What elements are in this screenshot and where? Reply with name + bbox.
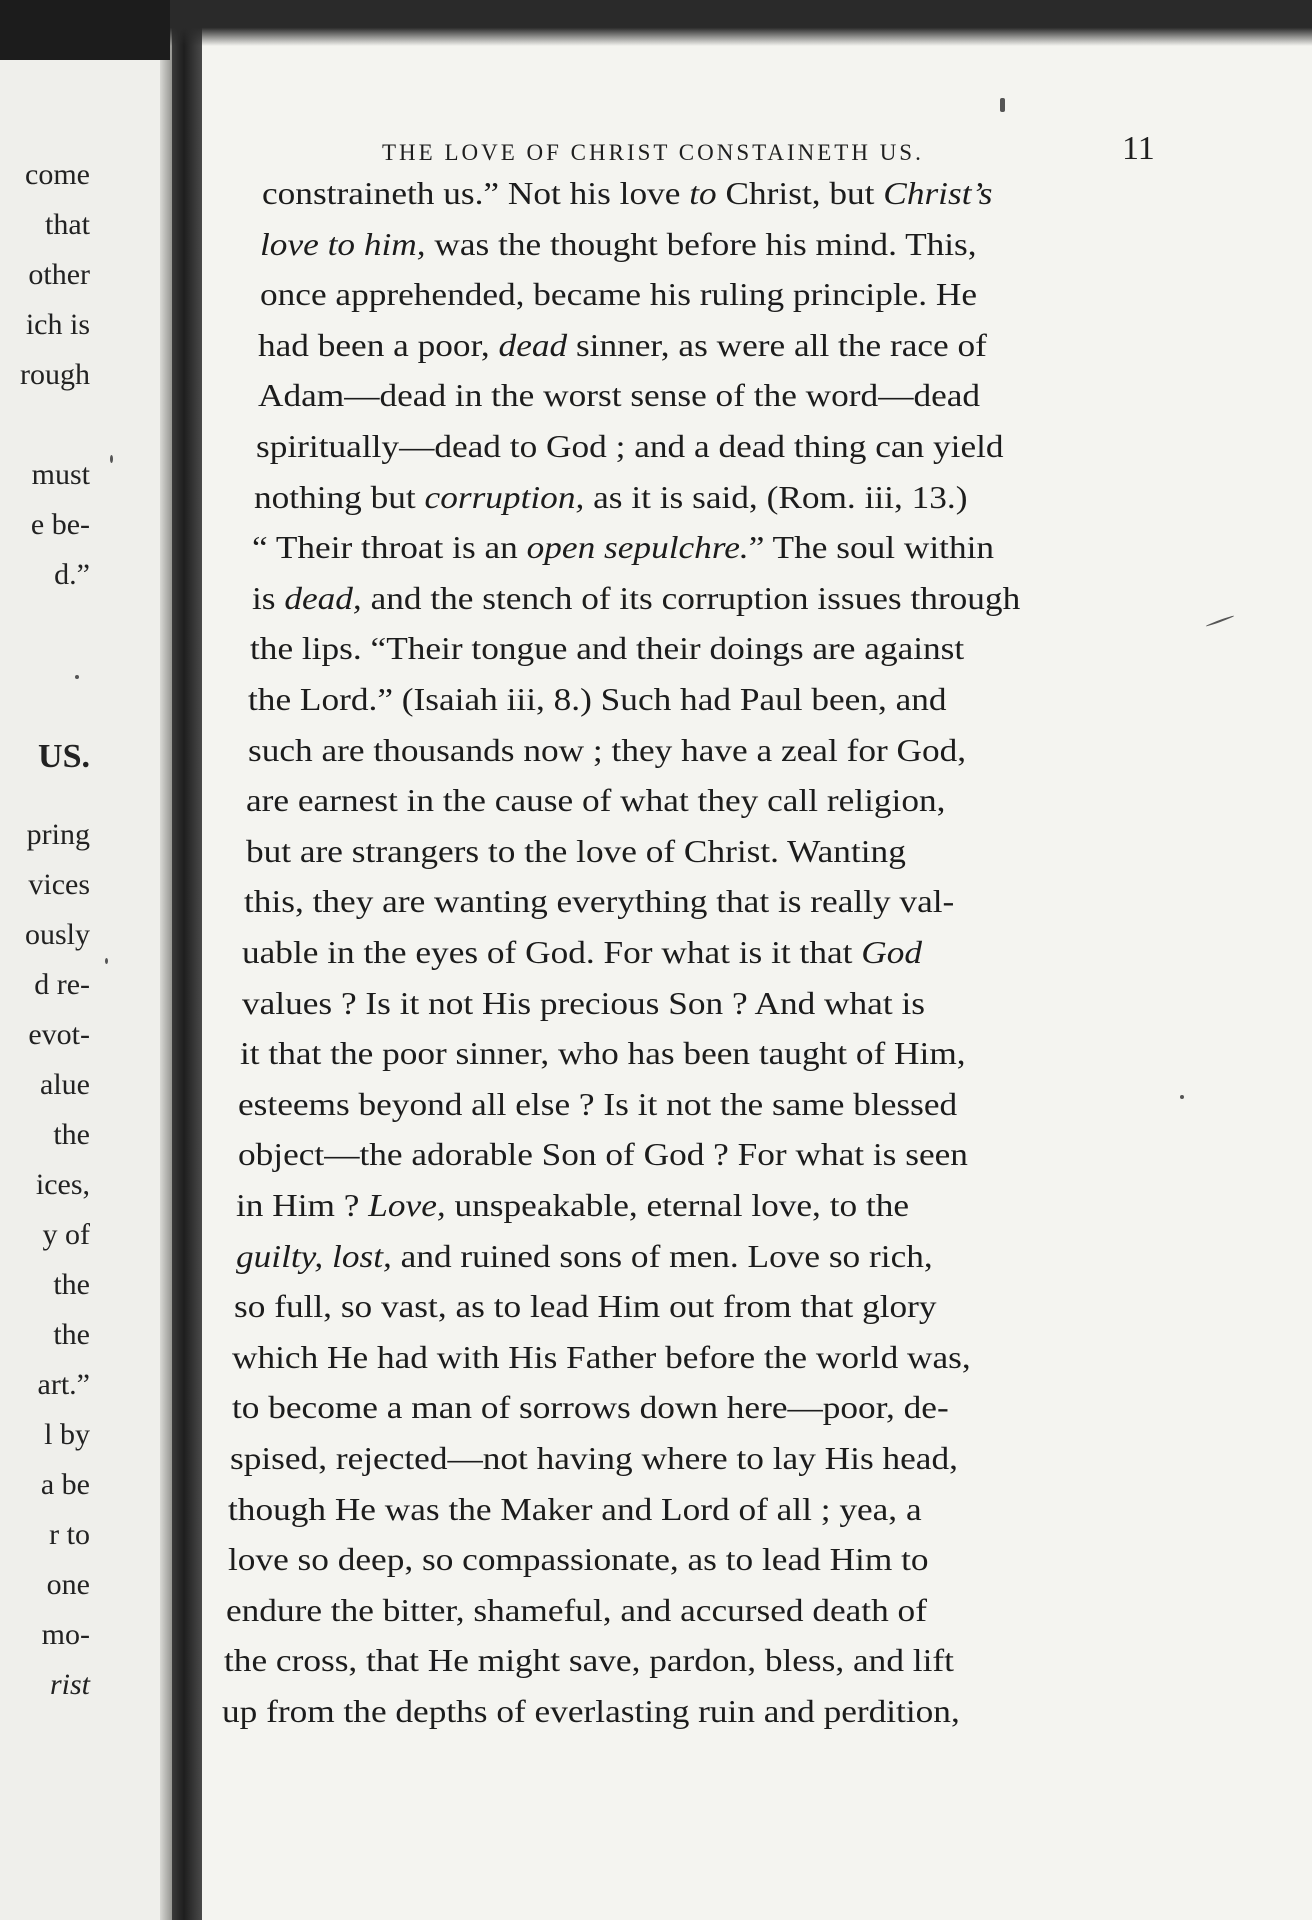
left-page-line: r to	[49, 1518, 90, 1551]
speck-mark	[1180, 1095, 1184, 1099]
text-segment: this, they are wanting everything that is really val-	[244, 884, 955, 920]
left-page-line: other	[28, 258, 90, 291]
text-segment: had been a poor,	[258, 327, 499, 363]
text-segment: unspeakable, eternal love, to the	[445, 1188, 910, 1223]
body-line	[250, 631, 964, 667]
text-segment: up from the depths of everlasting ruin and perdition,	[222, 1694, 960, 1729]
body-line	[224, 1643, 954, 1679]
text-segment: as it is said, (Rom. iii, 13.)	[584, 479, 968, 515]
left-page-line: a be	[40, 1468, 90, 1501]
text-segment: is	[252, 580, 285, 616]
left-page-line: l by	[44, 1418, 90, 1451]
left-page-line: pring	[26, 818, 90, 851]
body-line	[258, 328, 987, 364]
speck-mark	[105, 958, 108, 964]
left-page-line: ich is	[25, 308, 90, 341]
italic-text: guilty, lost,	[236, 1238, 392, 1274]
speck-mark	[1000, 98, 1005, 112]
left-page-line: d re-	[34, 968, 90, 1001]
left-page-line: vices	[28, 868, 90, 901]
text-segment: such are thousands now ; they have a zeal for God,	[248, 732, 967, 768]
text-segment: once apprehended, became his ruling principle. He	[260, 277, 978, 313]
left-page-line: come	[25, 158, 90, 191]
body-line	[248, 682, 947, 718]
text-segment: the Lord.” (Isaiah iii, 8.) Such had Paul been, and	[248, 682, 947, 717]
text-segment: spiritually—dead to God ; and a dead thing can yield	[256, 429, 1004, 464]
left-page-line: ices,	[35, 1168, 90, 1201]
text-segment: and ruined sons of men. Love so rich,	[391, 1238, 933, 1274]
text-segment: though He was the Maker and Lord of all ; yea, a	[228, 1491, 922, 1527]
italic-text: dead	[498, 327, 568, 363]
body-line	[260, 227, 977, 263]
left-page-line: the	[53, 1118, 90, 1151]
right-page	[202, 36, 1312, 1920]
body-line	[258, 378, 980, 414]
italic-text: Christ’s	[883, 176, 993, 211]
body-line	[246, 783, 945, 819]
left-page-line: y of	[42, 1218, 90, 1251]
text-segment: constraineth us.” Not his love	[262, 176, 690, 211]
body-line	[260, 277, 977, 313]
text-segment: are earnest in the cause of what they call religion,	[246, 783, 946, 819]
left-page-line: mo-	[41, 1618, 90, 1651]
body-line	[240, 1036, 966, 1072]
text-segment: and the stench of its corruption issues through	[361, 580, 1021, 616]
left-page-line: evot-	[28, 1018, 90, 1051]
body-line	[262, 176, 992, 212]
body-line	[246, 834, 906, 870]
body-text	[202, 36, 1312, 1920]
text-segment: spised, rejected—not having where to lay His head,	[230, 1441, 958, 1476]
italic-text: God	[861, 935, 923, 970]
left-page-line: rough	[20, 358, 90, 391]
body-line	[226, 1593, 927, 1629]
speck-mark	[75, 675, 79, 679]
body-line	[236, 1239, 933, 1275]
text-segment: the lips. “Their tongue and their doings are against	[250, 631, 965, 667]
text-segment: but are strangers to the love of Christ. Wanting	[246, 833, 906, 869]
page-number: 11	[1122, 130, 1155, 167]
body-line	[232, 1340, 971, 1376]
body-line	[228, 1492, 922, 1528]
body-line	[244, 884, 954, 920]
text-segment: it that the poor sinner, who has been taught of Him,	[240, 1036, 966, 1072]
text-segment: so full, so vast, as to lead Him out from that glory	[234, 1289, 937, 1325]
left-page-line: ously	[24, 918, 90, 951]
top-left-shadow	[0, 0, 170, 60]
left-page-line: rist	[49, 1668, 90, 1701]
text-segment: love so deep, so compassionate, as to lead Him to	[228, 1542, 929, 1578]
body-line	[222, 1694, 960, 1730]
top-edge-shadow	[0, 0, 1312, 46]
text-segment: to become a man of sorrows down here—poor, de-	[232, 1390, 949, 1426]
text-segment: values ? Is it not His precious Son ? And what is	[242, 985, 925, 1021]
text-segment: object—the adorable Son of God ? For what is seen	[238, 1137, 968, 1173]
text-segment: the cross, that He might save, pardon, bless, and lift	[224, 1643, 954, 1679]
running-head: THE LOVE OF CHRIST CONSTAINETH US.	[382, 140, 924, 165]
left-page-line: the	[53, 1318, 90, 1351]
text-segment: “ Their throat is an	[252, 530, 527, 566]
text-segment: was the thought before his mind. This,	[425, 226, 977, 262]
italic-text: open sepulchre.	[526, 530, 749, 566]
body-line	[236, 1188, 909, 1224]
book-binding	[172, 0, 202, 1920]
left-page-line: must	[31, 458, 90, 491]
left-page-line: that	[45, 208, 90, 241]
italic-text: love to him,	[260, 226, 426, 262]
left-page-line: d.”	[54, 558, 90, 591]
body-line	[242, 986, 925, 1022]
left-page-line: art.”	[37, 1368, 90, 1401]
body-line	[232, 1390, 949, 1426]
body-line	[256, 429, 1004, 465]
body-line	[234, 1289, 937, 1325]
text-segment: in Him ?	[236, 1188, 369, 1223]
text-segment: Adam—dead in the worst sense of the word—dead	[258, 378, 981, 414]
left-page-line: the	[53, 1268, 90, 1301]
left-page-line: alue	[40, 1068, 90, 1101]
left-page-line: e be-	[30, 508, 90, 541]
body-line	[254, 480, 967, 516]
text-segment: Christ, but	[716, 176, 884, 211]
body-line	[238, 1137, 968, 1173]
text-segment: endure the bitter, shameful, and accursed death of	[226, 1592, 927, 1628]
body-line	[230, 1441, 958, 1477]
body-line	[228, 1542, 929, 1578]
body-line	[252, 530, 994, 566]
italic-text: corruption,	[424, 479, 585, 515]
body-line	[248, 733, 966, 769]
left-page-line: one	[46, 1568, 90, 1601]
text-segment: esteems beyond all else ? Is it not the same blessed	[238, 1086, 958, 1122]
speck-mark	[110, 455, 113, 463]
italic-text: Love,	[368, 1188, 446, 1223]
text-segment: which He had with His Father before the world was,	[232, 1339, 971, 1375]
body-line	[242, 935, 922, 971]
text-segment: uable in the eyes of God. For what is it that	[242, 935, 862, 970]
left-page-fragment	[0, 40, 160, 1920]
text-segment: nothing but	[254, 479, 425, 515]
left-page-line: US.	[38, 738, 90, 775]
italic-text: dead,	[284, 580, 362, 616]
body-line	[252, 581, 1020, 617]
text-segment: sinner, as were all the race of	[567, 327, 987, 363]
italic-text: to	[689, 176, 717, 211]
body-line	[238, 1087, 957, 1123]
text-segment: ” The soul within	[748, 530, 995, 566]
